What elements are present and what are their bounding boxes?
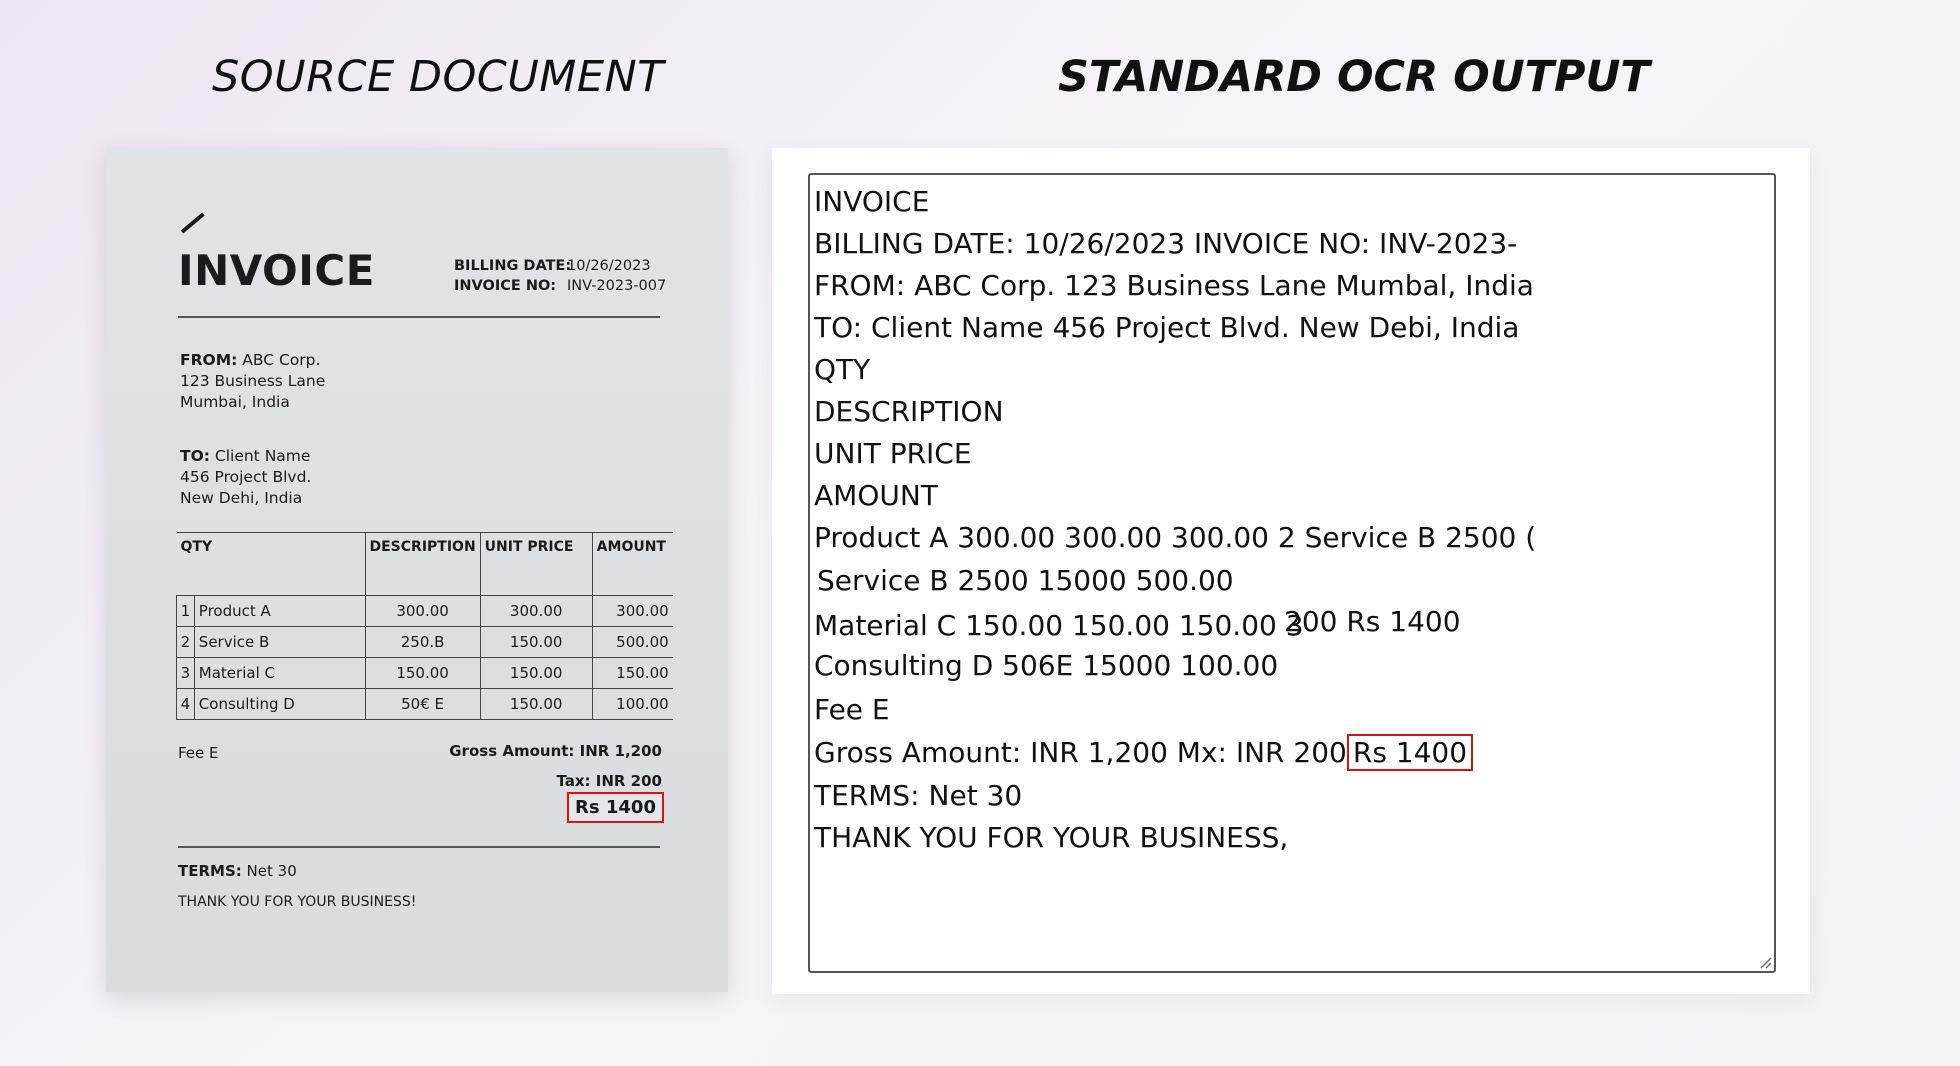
total-highlight: Rs 1400 xyxy=(567,792,664,823)
ocr-line: INVOICE xyxy=(814,185,930,218)
row-amount: 500.00 xyxy=(592,627,673,658)
row-index: 1 xyxy=(177,596,195,627)
to-block xyxy=(180,446,311,509)
row-description: 300.00 xyxy=(365,596,480,627)
source-document-heading: SOURCE DOCUMENT xyxy=(212,52,665,102)
ocr-total-highlight: Rs 1400 xyxy=(1347,734,1473,771)
from-block xyxy=(180,350,325,413)
ocr-line: TERMS: Net 30 xyxy=(814,779,1023,812)
from-address-line: Mumbai, India xyxy=(180,393,290,411)
row-unit-price: 150.00 xyxy=(480,627,592,658)
ocr-line: Fee E xyxy=(814,693,890,726)
gross-amount: Gross Amount: INR 1,200 xyxy=(449,742,662,760)
row-unit-price: 300.00 xyxy=(480,596,592,627)
to-name: Client Name xyxy=(214,447,311,465)
ocr-line: Consulting D 506E 15000 100.00 xyxy=(814,649,1279,682)
ocr-line: Service B 2500 15000 500.00 xyxy=(817,564,1234,597)
row-amount: 150.00 xyxy=(592,658,673,689)
row-index: 3 xyxy=(177,658,195,689)
terms xyxy=(178,862,297,880)
invoice-no-label: INVOICE NO: xyxy=(454,278,557,294)
from-label: FROM: xyxy=(180,351,238,369)
ocr-line-text: Gross Amount: INR 1,200 Mx: INR 200 xyxy=(814,736,1347,769)
table-row xyxy=(177,689,673,720)
logo-slash xyxy=(181,212,205,233)
row-description: 50€ E xyxy=(365,689,480,720)
tax-amount: Tax: INR 200 xyxy=(556,772,662,790)
table-row xyxy=(177,596,673,627)
ocr-line: DESCRIPTION xyxy=(814,395,1004,428)
header-divider xyxy=(178,316,660,318)
row-description: 150.00 xyxy=(365,658,480,689)
thank-you-note: THANK YOU FOR YOUR BUSINESS! xyxy=(178,894,417,910)
billing-date: 10/26/2023 xyxy=(567,258,651,274)
to-address-line: New Dehi, India xyxy=(180,489,303,507)
column-header: QTY xyxy=(177,533,366,596)
footer-divider xyxy=(178,846,660,848)
billing-info xyxy=(454,256,666,296)
row-amount: 300.00 xyxy=(592,596,673,627)
ocr-line xyxy=(814,736,1473,769)
ocr-line: Product A 300.00 300.00 300.00 2 Service B 2500 ( xyxy=(814,521,1537,554)
ocr-output-panel xyxy=(772,148,1810,994)
ocr-line: TO: Client Name 456 Project Blvd. New Debi, India xyxy=(814,311,1520,344)
ocr-line: AMOUNT xyxy=(814,479,938,512)
billing-date-label: BILLING DATE: xyxy=(454,258,572,274)
line-items-table xyxy=(176,532,673,720)
fee-note: Fee E xyxy=(178,744,219,762)
resize-handle-icon[interactable] xyxy=(1756,953,1772,969)
row-item: Consulting D xyxy=(194,689,365,720)
to-label: TO: xyxy=(180,447,210,465)
totals-block xyxy=(449,736,662,796)
row-index: 4 xyxy=(177,689,195,720)
column-header: DESCRIPTION xyxy=(365,533,480,596)
ocr-line: FROM: ABC Corp. 123 Business Lane Mumbal, India xyxy=(814,269,1534,302)
ocr-line: THANK YOU FOR YOUR BUSINESS, xyxy=(814,821,1289,854)
terms-value: Net 30 xyxy=(246,862,297,880)
row-index: 2 xyxy=(177,627,195,658)
ocr-line: UNIT PRICE xyxy=(814,437,972,470)
source-invoice xyxy=(106,148,728,992)
table-row xyxy=(177,658,673,689)
ocr-line: BILLING DATE: 10/26/2023 INVOICE NO: INV-2023- xyxy=(814,227,1518,260)
row-item: Material C xyxy=(194,658,365,689)
ocr-text-area[interactable] xyxy=(808,173,1776,973)
ocr-line: Material C 150.00 150.00 150.00 3 xyxy=(814,609,1304,642)
invoice-no: INV-2023-007 xyxy=(567,278,667,294)
to-address-line: 456 Project Blvd. xyxy=(180,468,312,486)
column-header: AMOUNT xyxy=(592,533,673,596)
from-address-line: 123 Business Lane xyxy=(180,372,326,390)
row-description: 250.B xyxy=(365,627,480,658)
row-amount: 100.00 xyxy=(592,689,673,720)
terms-label: TERMS: xyxy=(178,862,242,880)
row-unit-price: 150.00 xyxy=(480,689,592,720)
ocr-overlap-fragment: 200 Rs 1400 xyxy=(1284,605,1461,638)
row-unit-price: 150.00 xyxy=(480,658,592,689)
invoice-title: INVOICE xyxy=(178,246,375,295)
row-item: Service B xyxy=(194,627,365,658)
from-name: ABC Corp. xyxy=(242,351,321,369)
column-header: UNIT PRICE xyxy=(480,533,592,596)
table-row xyxy=(177,627,673,658)
ocr-line: QTY xyxy=(814,353,871,386)
row-item: Product A xyxy=(194,596,365,627)
ocr-output-heading: STANDARD OCR OUTPUT xyxy=(1058,52,1650,102)
